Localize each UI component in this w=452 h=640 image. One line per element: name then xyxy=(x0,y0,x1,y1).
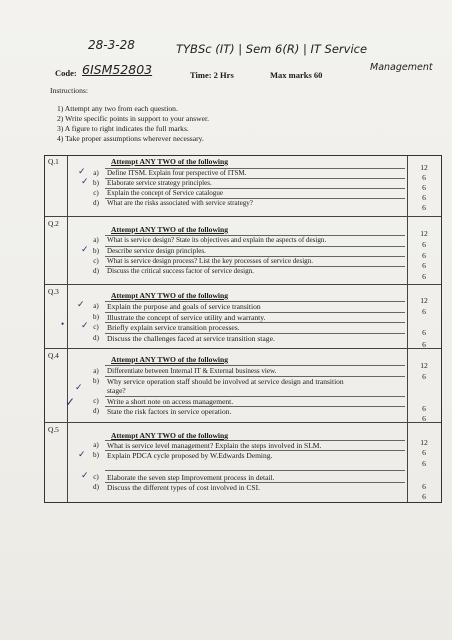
part-marks: 6 xyxy=(422,372,426,381)
check-mark-icon: ✓ xyxy=(81,320,89,330)
part-text: State the risk factors in service operation. xyxy=(107,407,232,416)
part-letter: d) xyxy=(93,267,99,275)
part-text: Define ITSM. Explain four perspective of ITSM. xyxy=(107,169,247,177)
part-text: Discuss the challenges faced at service transition stage. xyxy=(107,334,275,343)
question-number: Q.1 xyxy=(48,157,59,166)
part-marks: 6 xyxy=(422,272,426,281)
question-heading: Attempt ANY TWO of the following xyxy=(111,431,229,440)
check-mark-icon: ✓ xyxy=(75,382,83,392)
part-text: Why service operation staff should be involved at service design and transition xyxy=(107,377,344,386)
time-label: Time: 2 Hrs xyxy=(190,70,234,80)
part-marks: 6 xyxy=(422,307,426,316)
part-letter: a) xyxy=(93,441,99,449)
part-letter: b) xyxy=(93,179,99,187)
question-total: 12 xyxy=(420,229,428,238)
part-marks: 6 xyxy=(422,340,426,349)
part-text: Illustrate the concept of service utility and warranty. xyxy=(107,313,266,322)
date-handwritten: 28-3-28 xyxy=(88,38,135,52)
part-letter: d) xyxy=(93,334,99,342)
instruction-2: 2) Write specific points in support to your answer. xyxy=(57,114,210,123)
question-total: 12 xyxy=(420,296,428,305)
check-mark-icon: ✓ xyxy=(81,470,89,480)
check-mark-icon: ✓ xyxy=(77,299,85,309)
question-total: 12 xyxy=(420,361,428,370)
part-letter: c) xyxy=(93,397,99,405)
question-number: Q.5 xyxy=(48,425,59,434)
part-marks: 6 xyxy=(422,193,426,202)
part-marks: 6 xyxy=(422,328,426,337)
part-letter: d) xyxy=(93,199,99,207)
part-letter: a) xyxy=(93,236,99,244)
part-text: What are the risks associated with service strategy? xyxy=(107,199,253,207)
part-letter: a) xyxy=(93,302,99,310)
part-text: Explain the purpose and goals of service transition xyxy=(107,302,261,311)
part-text: Elaborate the seven step Improvement process in detail. xyxy=(107,473,275,482)
column-divider xyxy=(67,156,68,502)
part-letter: a) xyxy=(93,367,99,375)
part-text: What is service level management? Explain the steps involved in SLM. xyxy=(107,441,322,450)
part-text: Discuss the critical success factor of service design. xyxy=(107,267,254,275)
part-marks: 6 xyxy=(422,203,426,212)
max-marks-label: Max marks 60 xyxy=(270,70,323,80)
part-letter: b) xyxy=(93,451,99,459)
part-text: Elaborate service strategy principles. xyxy=(107,179,212,187)
part-marks: 6 xyxy=(422,240,426,249)
part-text: Discuss the different types of cost involved in CSI. xyxy=(107,483,260,492)
question-total: 12 xyxy=(420,163,428,172)
part-letter: a) xyxy=(93,169,99,177)
check-mark-icon: ✓ xyxy=(81,244,89,254)
part-text: Write a short note on access management. xyxy=(107,397,234,406)
course-handwritten-2: Management xyxy=(370,62,433,73)
question-table xyxy=(44,155,442,503)
course-handwritten: TYBSc (IT) | Sem 6(R) | IT Service xyxy=(176,42,368,56)
question-heading: Attempt ANY TWO of the following xyxy=(111,225,229,234)
part-marks: 6 xyxy=(422,414,426,423)
dot-mark-icon: • xyxy=(61,319,65,329)
part-marks: 6 xyxy=(422,459,426,468)
part-text: Describe service design principles. xyxy=(107,247,206,255)
part-marks: 6 xyxy=(422,261,426,270)
column-divider xyxy=(407,156,408,502)
part-letter: b) xyxy=(93,247,99,255)
question-number: Q.4 xyxy=(48,351,59,360)
check-mark-icon: ✓ xyxy=(65,395,76,409)
part-letter: b) xyxy=(93,313,99,321)
part-letter: c) xyxy=(93,257,99,265)
question-heading: Attempt ANY TWO of the following xyxy=(111,291,229,300)
code-value: 6ISM52803 xyxy=(82,62,153,77)
check-mark-icon: ✓ xyxy=(78,449,86,459)
check-mark-icon: ✓ xyxy=(78,166,86,176)
part-marks: 6 xyxy=(422,492,426,501)
code-label: Code: xyxy=(55,68,77,78)
part-text: What is service design process? List the key processes of service design. xyxy=(107,257,314,265)
part-marks: 6 xyxy=(422,448,426,457)
instruction-1: 1) Attempt any two from each question. xyxy=(57,104,178,113)
question-heading: Attempt ANY TWO of the following xyxy=(111,355,229,364)
part-letter: d) xyxy=(93,483,99,491)
part-text: Explain PDCA cycle proposed by W.Edwards Deming. xyxy=(107,451,273,460)
part-text: Differentiate between Internal IT & External business view. xyxy=(107,367,277,375)
question-number: Q.2 xyxy=(48,219,59,228)
part-letter: c) xyxy=(93,189,99,197)
part-marks: 6 xyxy=(422,482,426,491)
part-marks: 6 xyxy=(422,404,426,413)
instructions-title: Instructions: xyxy=(50,86,88,95)
part-marks: 6 xyxy=(422,251,426,260)
part-letter: b) xyxy=(93,377,99,385)
part-marks: 6 xyxy=(422,173,426,182)
part-text: What is service design? State its objectives and explain the aspects of design. xyxy=(107,236,327,244)
part-letter: d) xyxy=(93,407,99,415)
part-letter: c) xyxy=(93,473,99,481)
part-marks: 6 xyxy=(422,183,426,192)
check-mark-icon: ✓ xyxy=(81,176,89,186)
question-total: 12 xyxy=(420,438,428,447)
question-heading: Attempt ANY TWO of the following xyxy=(111,157,229,166)
part-text-continued: stage? xyxy=(107,386,126,395)
part-text: Explain the concept of Service catalogue xyxy=(107,189,224,197)
part-letter: c) xyxy=(93,323,99,331)
instruction-4: 4) Take proper assumptions wherever necessary. xyxy=(57,134,204,143)
instruction-3: 3) A figure to right indicates the full marks. xyxy=(57,124,189,133)
question-number: Q.3 xyxy=(48,287,59,296)
part-text: Briefly explain service transition processes. xyxy=(107,323,240,332)
